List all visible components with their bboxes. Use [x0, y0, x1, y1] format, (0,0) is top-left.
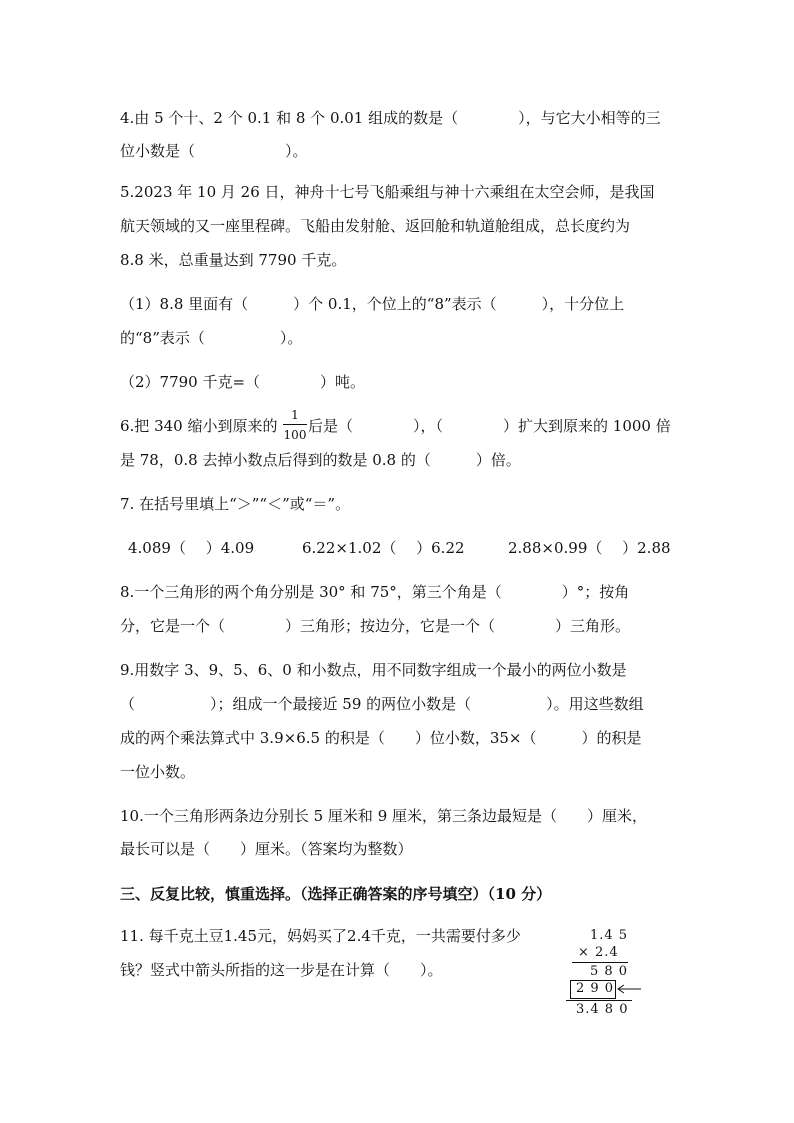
calc-partial-1: 5 8 0 [590, 964, 629, 979]
q5-sub2-line: （2）7790 千克=（ ）吨。 [120, 373, 366, 391]
q6-line-2: 是 78，0.8 去掉小数点后得到的数是 0.8 的（ ）倍。 [120, 451, 521, 469]
arrow-left-icon [616, 982, 642, 996]
q7-compare-3: 2.88×0.99（ ）2.88 [508, 539, 671, 557]
q5-line-2: 航天领域的又一座里程碑。飞船由发射舱、返回舱和轨道舱组成，总长度约为 [120, 217, 631, 235]
calc-multiplier: × 2.4 [578, 945, 619, 960]
fraction-bar [283, 424, 307, 425]
q10-line-1: 10.一个三角形两条边分别长 5 厘米和 9 厘米，第三条边最短是（ ）厘米， [120, 807, 648, 825]
fraction-denominator: 100 [283, 428, 307, 442]
q9-line-1: 9.用数字 3、9、5、6、0 和小数点，用不同数字组成一个最小的两位小数是 [120, 661, 627, 679]
fraction-numerator: 1 [291, 408, 299, 422]
q8-line-1: 8.一个三角形的两个角分别是 30° 和 75°，第三个角是（ ）°；按角 [120, 583, 630, 601]
q4-line-2: 位小数是（ ）。 [120, 142, 308, 160]
calc-line-2 [566, 1000, 632, 1001]
calc-line-1 [572, 962, 628, 963]
q9-line-4: 一位小数。 [120, 763, 196, 781]
q5-line-1: 5.2023 年 10 月 26 日，神舟十七号飞船乘组与神十六乘组在太空会师，是我国 [120, 183, 655, 201]
calc-multiplicand: 1.4 5 [590, 928, 629, 943]
q4-line-1: 4.由 5 个十、2 个 0.1 和 8 个 0.01 组成的数是（ ），与它大小相等的三 [120, 109, 661, 127]
q9-line-3: 成的两个乘法算式中 3.9×6.5 的积是（ ）位小数，35×（ ）的积是 [120, 729, 642, 747]
q10-line-2: 最长可以是（ ）厘米。（答案均为整数） [120, 840, 413, 858]
q5-sub1-line-2: 的“8”表示（ ）。 [120, 329, 303, 347]
q5-line-3: 8.8 米，总重量达到 7790 千克。 [120, 251, 347, 269]
calc-product: 3.4 8 0 [576, 1002, 629, 1017]
q7-compare-1: 4.089（ ）4.09 [128, 539, 255, 557]
calc-partial-2: 2 9 0 [576, 981, 615, 996]
q7-line-1: 7. 在括号里填上“＞”“＜”或“＝”。 [120, 495, 351, 513]
q8-line-2: 分，它是一个（ ）三角形；按边分，它是一个（ ）三角形。 [120, 617, 631, 635]
q11-line-2: 钱？竖式中箭头所指的这一步是在计算（ ）。 [120, 961, 443, 979]
q5-sub1-line-1: （1）8.8 里面有（ ）个 0.1，个位上的“8”表示（ ），十分位上 [120, 295, 625, 313]
q6-line-1a: 6.把 340 缩小到原来的 [120, 417, 278, 435]
q11-line-1: 11. 每千克土豆1.45元，妈妈买了2.4千克，一共需要付多少 [120, 927, 521, 945]
q7-compare-2: 6.22×1.02（ ）6.22 [302, 539, 465, 557]
q9-line-2: （ ）；组成一个最接近 59 的两位小数是（ ）。用这些数组 [120, 695, 644, 713]
section-3-heading: 三、反复比较，慎重选择。（选择正确答案的序号填空）（10 分） [120, 885, 552, 903]
q6-line-1b: 后是（ ），（ ）扩大到原来的 1000 倍 [308, 417, 671, 435]
